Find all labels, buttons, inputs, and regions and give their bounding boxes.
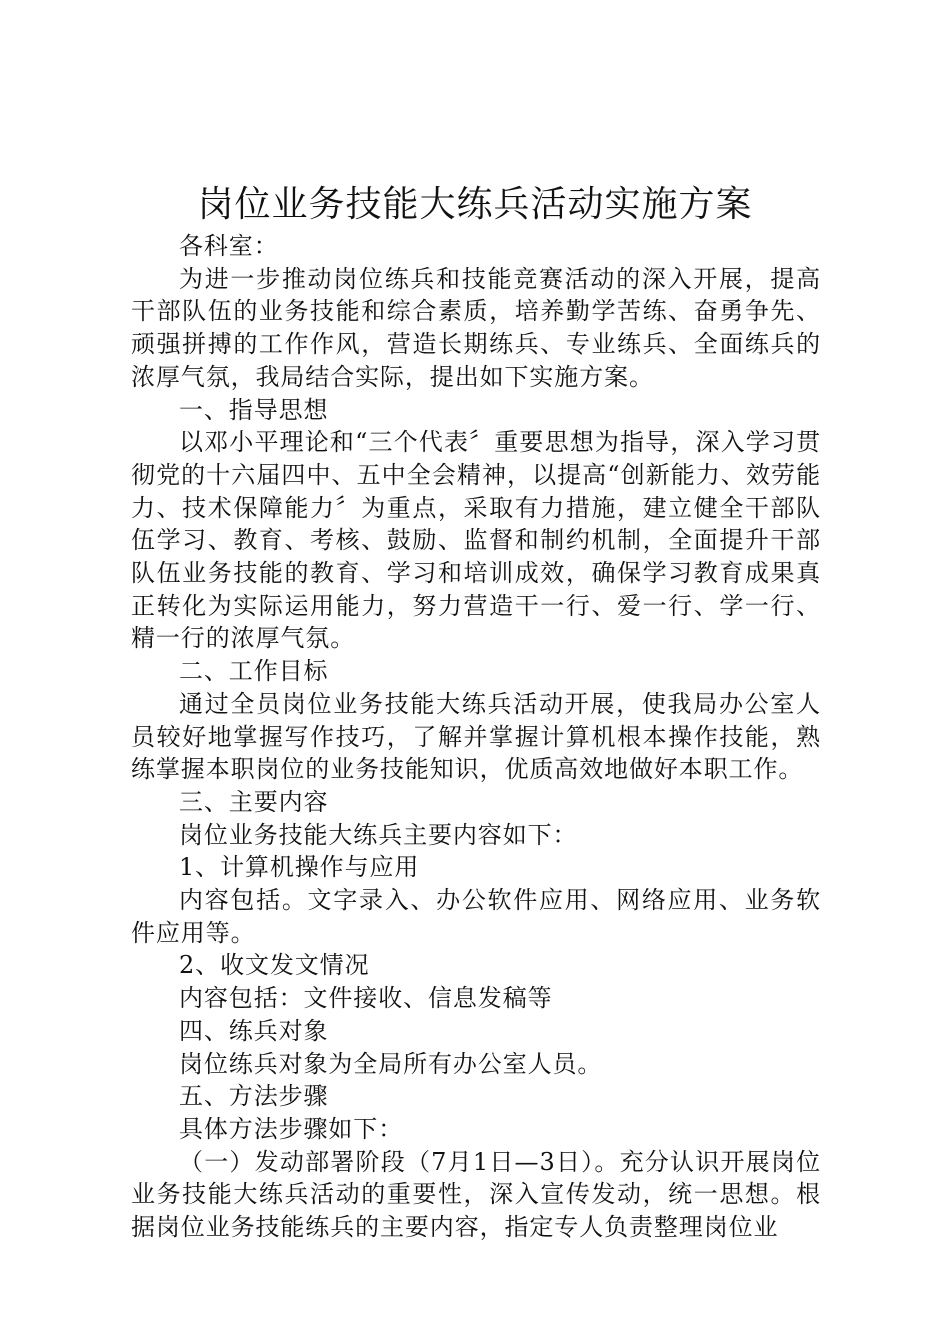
intro-paragraph: 为进一步推动岗位练兵和技能竞赛活动的深入开展，提高干部队伍的业务技能和综合素质，培养勤学苦练、奋勇争先、顽强拼搏的工作作风，营造长期练兵、专业练兵、全面练兵的浓厚气氛，我局结合实际，提出如下实施方案。: [131, 264, 821, 391]
main-content-intro: 岗位业务技能大练兵主要内容如下：: [179, 820, 578, 849]
document-body: [131, 230, 821, 1244]
section-heading-main-content: 三、主要内容: [179, 787, 329, 816]
guiding-thought-paragraph: 以邓小平理论和“三个代表〞重要思想为指导，深入学习贯彻党的十六届四中、五中全会精神，以提高“创新能力、效劳能力、技术保障能力〞为重点，采取有力措施，建立健全干部队伍学习、教育、考核、鼓励、监督和制约机制，全面提升干部队伍业务技能的教育、学习和培训成效，确保学习教育成果真正转化为实际运用能力，努力营造干一行、爱一行、学一行、精一行的浓厚气氛。: [131, 428, 821, 653]
section-heading-work-goals: 二、工作目标: [179, 657, 329, 686]
subheading-computer-operation: 1、计算机操作与应用: [179, 853, 420, 882]
document-title: 岗位业务技能大练兵活动实施方案: [197, 184, 753, 225]
subheading-document-handling: 2、收文发文情况: [179, 951, 370, 980]
section-heading-methods-steps: 五、方法步骤: [179, 1082, 329, 1111]
document-handling-paragraph: 内容包括：文件接收、信息发稿等: [179, 984, 553, 1013]
methods-steps-intro: 具体方法步骤如下：: [179, 1114, 404, 1143]
mobilization-phase-paragraph: （一）发动部署阶段（7月1日—3日）。充分认识开展岗位业务技能大练兵活动的重要性，深入宣传发动，统一思想。根据岗位业务技能练兵的主要内容，指定专人负责整理岗位业: [131, 1147, 821, 1242]
section-heading-training-targets: 四、练兵对象: [179, 1016, 329, 1045]
work-goals-paragraph: 通过全员岗位业务技能大练兵活动开展，使我局办公室人员较好地掌握写作技巧，了解并掌握计算机根本操作技能，熟练掌握本职岗位的业务技能知识，优质高效地做好本职工作。: [131, 689, 821, 784]
salutation: 各科室：: [179, 232, 279, 260]
training-targets-paragraph: 岗位练兵对象为全局所有办公室人员。: [179, 1049, 603, 1078]
computer-operation-paragraph: 内容包括。文字录入、办公软件应用、网络应用、业务软件应用等。: [131, 886, 821, 947]
section-heading-guiding-thought: 一、指导思想: [179, 395, 329, 424]
